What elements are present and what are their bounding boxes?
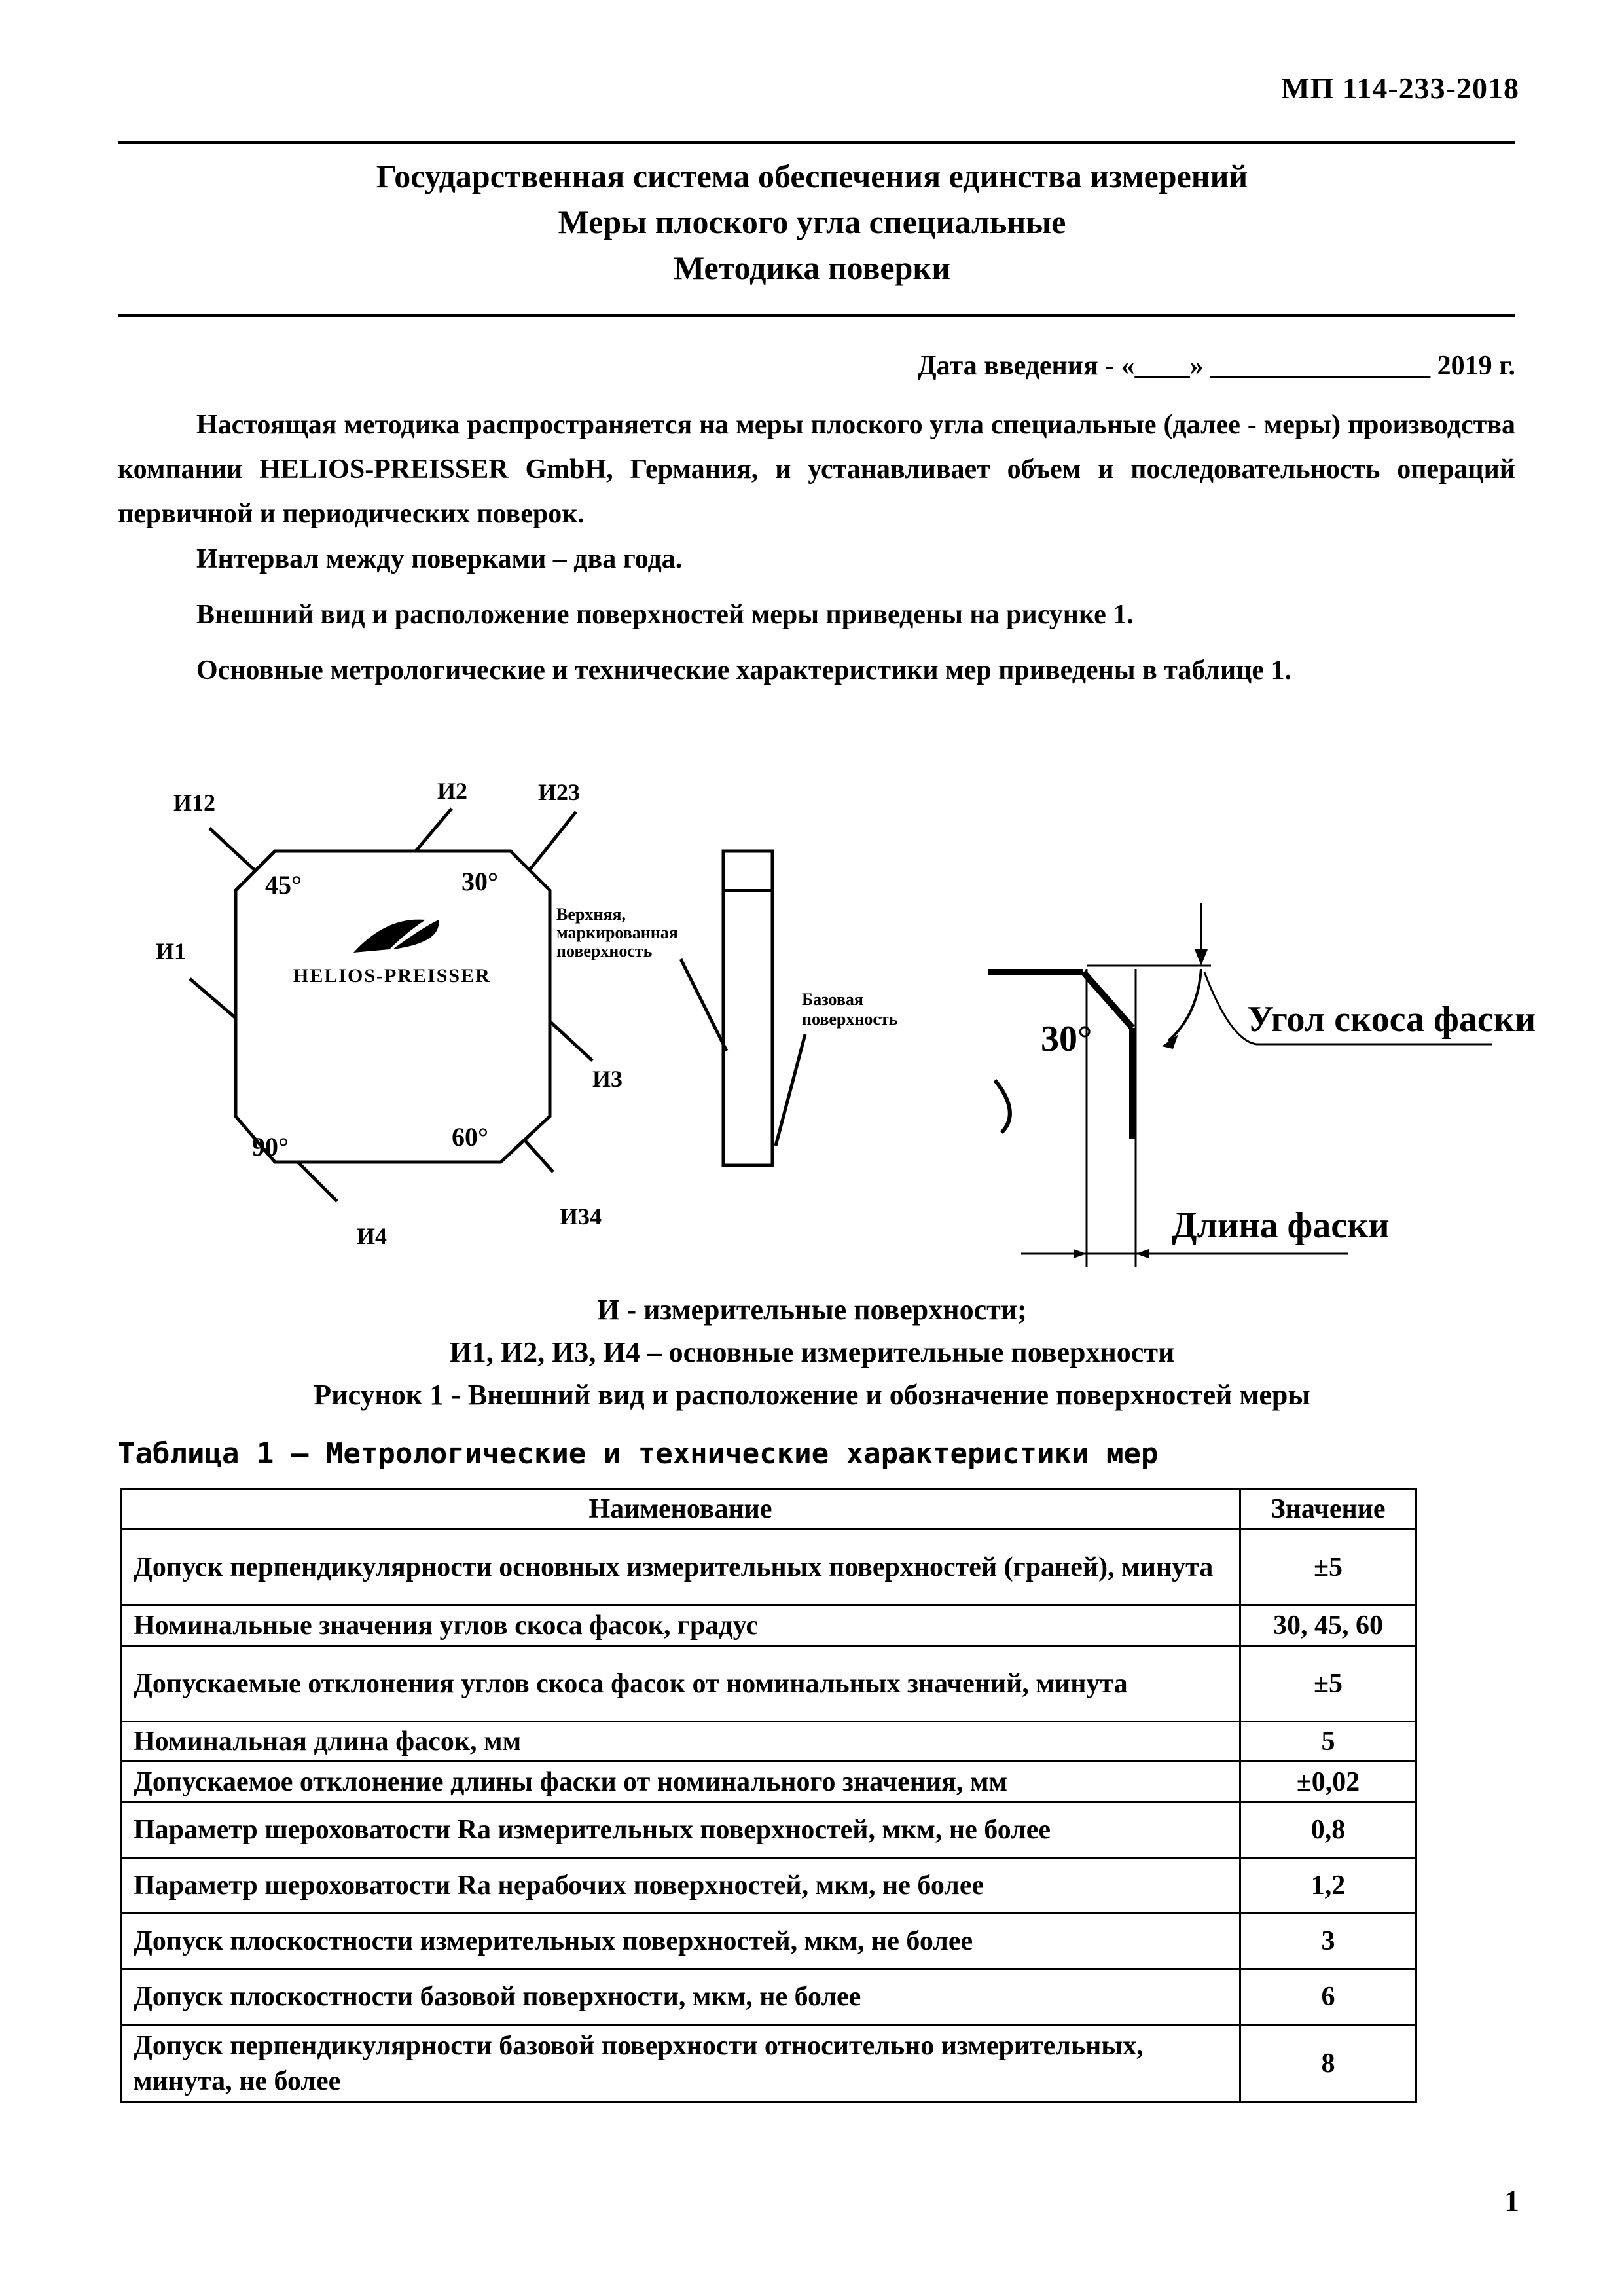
table-header-row — [121, 1489, 1416, 1529]
intro-paragraph-3: Внешний вид и расположение поверхностей меры приведены на рисунке 1. — [196, 600, 1134, 630]
leader-base-surface — [776, 1034, 805, 1146]
leader-i1 — [190, 979, 236, 1018]
row-value: 0,8 — [1240, 1802, 1416, 1858]
chamfer-angle-value: 30° — [1041, 1019, 1092, 1059]
table-title: Таблица 1 – Метрологические и технические характеристики мер — [118, 1437, 1159, 1470]
chamfer-length-label: Длина фаски — [1172, 1205, 1390, 1246]
chamfer-angle-arc-arrowhead — [1162, 1034, 1178, 1049]
helios-preisser-logo — [293, 920, 491, 987]
label-top-surface-3: поверхность — [556, 941, 653, 960]
row-value: 3 — [1240, 1914, 1416, 1969]
label-i12: И12 — [173, 790, 216, 816]
intro-paragraph-2: Интервал между поверками – два года. — [196, 544, 683, 574]
title-rule — [118, 314, 1515, 317]
table-row — [121, 1914, 1416, 1969]
top-rule — [118, 141, 1515, 144]
row-name: Допуск перпендикулярности базовой поверхности относительно измерительных, минута, не более — [121, 2025, 1240, 2102]
table-row — [121, 1646, 1416, 1722]
label-base-surface-1: Базовая — [802, 990, 863, 1009]
date-line: Дата введения - «____» ________________ 2019 г. — [917, 351, 1515, 381]
leader-i2 — [416, 809, 452, 851]
chamfer-angle-label: Угол скоса фаски — [1247, 999, 1536, 1040]
table-row — [121, 1969, 1416, 2025]
page-number: 1 — [1504, 2184, 1519, 2217]
title-line-1: Государственная система обеспечения единства измерений — [376, 158, 1248, 194]
row-name: Номинальная длина фасок, мм — [121, 1722, 1240, 1762]
intro-paragraph-4: Основные метрологические и технические характеристики мер приведены в таблице 1. — [196, 655, 1291, 685]
row-name: Параметр шероховатости Ra нерабочих поверхностей, мкм, не более — [121, 1858, 1240, 1914]
title-line-3: Методика поверки — [673, 249, 951, 286]
leader-top-surface — [681, 959, 727, 1051]
chamfer-arc-mark — [995, 1080, 1010, 1133]
row-value: ±5 — [1240, 1646, 1416, 1722]
angle-90-label: 90° — [252, 1132, 289, 1161]
header-name: Наименование — [121, 1489, 1240, 1529]
label-i3: И3 — [592, 1066, 623, 1092]
title-line-2: Меры плоского угла специальные — [558, 204, 1066, 240]
table-row — [121, 1762, 1416, 1802]
figure-caption-line-3: Рисунок 1 - Внешний вид и расположение и обозначение поверхностей меры — [314, 1379, 1310, 1411]
table-row — [121, 1802, 1416, 1858]
leader-i3 — [550, 1021, 592, 1061]
intro-paragraph-1: Настоящая методика распространяется на меры плоского угла специальные (далее - меры) производства компании HELIOS-PREISSER GmbH, Германия, и устанавливает объем и последовательность операций первичной и периодических поверок. — [118, 410, 1515, 529]
row-value: 8 — [1240, 2025, 1416, 2102]
angle-60-label: 60° — [452, 1122, 488, 1152]
chamfer-length-arrow-right — [1136, 1249, 1149, 1258]
row-value: 5 — [1240, 1722, 1416, 1762]
row-value: 1,2 — [1240, 1858, 1416, 1914]
document-code: МП 114-233-2018 — [1281, 71, 1519, 105]
specs-table — [120, 1488, 1417, 2103]
row-name: Допуск плоскостности базовой поверхности, мкм, не более — [121, 1969, 1240, 2025]
figure-1 — [0, 753, 1624, 1277]
leader-i4 — [298, 1162, 337, 1201]
leader-i12 — [209, 828, 255, 871]
label-base-surface-2: поверхность — [802, 1010, 898, 1029]
label-i1: И1 — [156, 938, 187, 964]
chamfer-angle-arrowhead — [1195, 949, 1208, 966]
angle-30-label: 30° — [461, 867, 498, 896]
label-i4: И4 — [357, 1223, 388, 1249]
table-row — [121, 1722, 1416, 1762]
row-name: Номинальные значения углов скоса фасок, градус — [121, 1605, 1240, 1646]
leader-i34 — [524, 1139, 553, 1172]
chamfer-length-arrow-left — [1074, 1249, 1087, 1258]
label-top-surface-1: Верхняя, — [556, 905, 626, 924]
row-name: Допускаемые отклонения углов скоса фасок от номинальных значений, минута — [121, 1646, 1240, 1722]
header-value: Значение — [1240, 1489, 1416, 1529]
label-top-surface-2: маркированная — [556, 923, 678, 942]
row-value: 30, 45, 60 — [1240, 1605, 1416, 1646]
logo-text: HELIOS-PREISSER — [293, 965, 491, 987]
row-name: Параметр шероховатости Ra измерительных поверхностей, мкм, не более — [121, 1802, 1240, 1858]
label-i34: И34 — [560, 1203, 602, 1230]
row-value: ±0,02 — [1240, 1762, 1416, 1802]
angle-45-label: 45° — [265, 870, 302, 900]
row-name: Допускаемое отклонение длины фаски от номинального значения, мм — [121, 1762, 1240, 1802]
row-name: Допуск перпендикулярности основных измерительных поверхностей (граней), минута — [121, 1529, 1240, 1605]
row-name: Допуск плоскостности измерительных поверхностей, мкм, не более — [121, 1914, 1240, 1969]
chamfer-angle-arc — [1168, 969, 1201, 1041]
label-i23: И23 — [538, 779, 581, 805]
leader-i23 — [529, 812, 576, 871]
label-i2: И2 — [437, 778, 468, 804]
table-row — [121, 1858, 1416, 1914]
table-row — [121, 2025, 1416, 2102]
figure-caption-line-2: И1, И2, И3, И4 – основные измерительные поверхности — [449, 1336, 1175, 1368]
table-row — [121, 1605, 1416, 1646]
row-value: ±5 — [1240, 1529, 1416, 1605]
side-view-body — [723, 851, 772, 1165]
row-value: 6 — [1240, 1969, 1416, 2025]
table-row — [121, 1529, 1416, 1605]
figure-caption-line-1: И - измерительные поверхности; — [597, 1294, 1027, 1326]
